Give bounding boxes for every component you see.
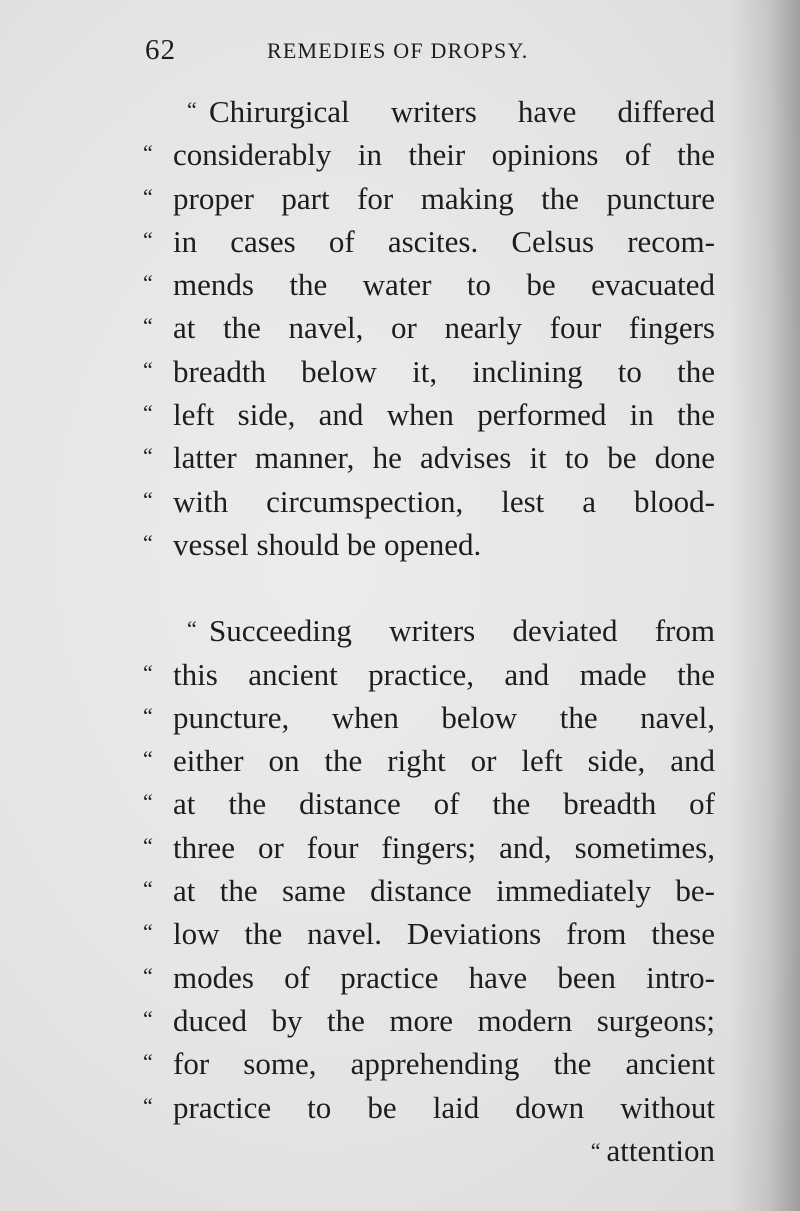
text-line: “ for some, apprehending the ancient [143, 1042, 715, 1085]
text-line: “ Succeeding writers deviated from [143, 609, 715, 652]
quote-mark: “ [143, 962, 153, 988]
quote-mark: “ [143, 659, 153, 685]
text-line: “ vessel should be opened. [143, 523, 715, 566]
catchword-text: attention [606, 1132, 715, 1168]
quote-mark: “ [187, 97, 197, 122]
quote-mark: “ [143, 919, 153, 945]
text-line: “ proper part for making the puncture [143, 177, 715, 220]
text-line: “ in cases of ascites. Celsus recom- [143, 220, 715, 263]
quote-mark: “ [143, 789, 153, 815]
quote-mark: “ [143, 876, 153, 902]
page-gutter-shadow [730, 0, 800, 1211]
page-number: 62 [145, 34, 176, 66]
paragraph [143, 90, 715, 566]
text-line: “ this ancient practice, and made the [143, 653, 715, 696]
quote-mark: “ [143, 140, 153, 166]
text-line: “ three or four fingers; and, sometimes, [143, 826, 715, 869]
quote-mark: “ [143, 400, 153, 426]
text-line: “ practice to be laid down without [143, 1086, 715, 1129]
page-header [145, 34, 585, 74]
quote-mark: “ [143, 1005, 153, 1031]
text-line: “ considerably in their opinions of the [143, 133, 715, 176]
quote-mark: “ [187, 616, 197, 642]
quote-mark: “ [590, 1137, 601, 1163]
quote-mark: “ [143, 356, 153, 382]
text-line: “ at the same distance immediately be- [143, 869, 715, 912]
text-line: “ at the distance of the breadth of [143, 782, 715, 825]
quote-mark: “ [143, 1092, 153, 1118]
quote-mark: “ [143, 486, 153, 512]
quote-mark: “ [143, 183, 153, 209]
quote-mark: “ [143, 226, 153, 252]
text-line: “ breadth below it, inclining to the [143, 350, 715, 393]
text-line: “ with circumspection, lest a blood- [143, 480, 715, 523]
text-line: “ puncture, when below the navel, [143, 696, 715, 739]
text-line: “ Chirurgical writers have differed [143, 90, 715, 133]
catchword [143, 1129, 715, 1172]
text-line: “ mends the water to be evacuated [143, 263, 715, 306]
text-line: “ latter manner, he advises it to be done [143, 436, 715, 479]
quote-mark: “ [143, 1049, 153, 1075]
text-line: “ either on the right or left side, and [143, 739, 715, 782]
text-line: “ low the navel. Deviations from these [143, 912, 715, 955]
paragraph [143, 609, 715, 1172]
quote-mark: “ [143, 529, 153, 555]
body-text [143, 90, 715, 1172]
text-line: “ left side, and when performed in the [143, 393, 715, 436]
quote-mark: “ [143, 313, 153, 339]
quote-mark: “ [143, 270, 153, 296]
text-line: “ at the navel, or nearly four fingers [143, 306, 715, 349]
quote-mark: “ [143, 443, 153, 469]
quote-mark: “ [143, 832, 153, 858]
text-line: “ modes of practice have been intro- [143, 956, 715, 999]
text-line: “ duced by the more modern surgeons; [143, 999, 715, 1042]
quote-mark: “ [143, 746, 153, 772]
running-title: REMEDIES OF DROPSY. [267, 38, 529, 63]
quote-mark: “ [143, 702, 153, 728]
